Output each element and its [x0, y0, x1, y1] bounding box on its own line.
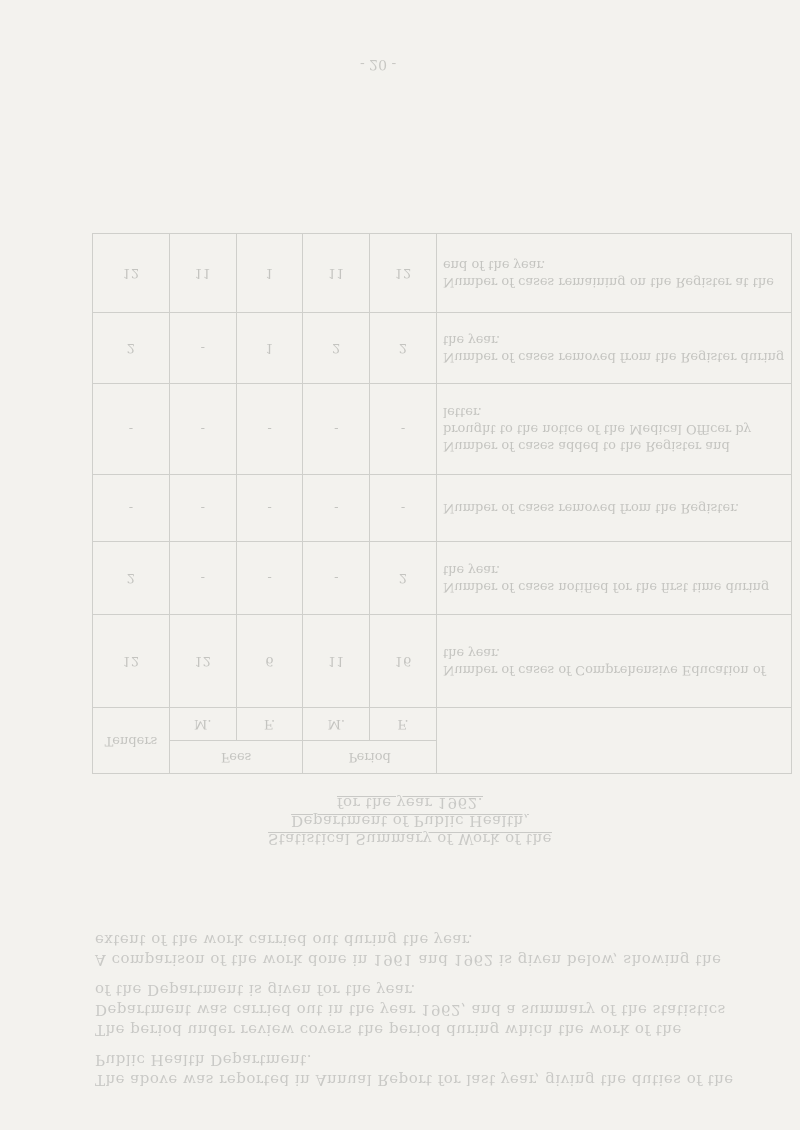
- row-description: Number of cases remaining on the Register at the end of the year.: [436, 234, 791, 313]
- cell: 2: [303, 313, 370, 384]
- cell: 2: [93, 313, 170, 384]
- cell: -: [93, 384, 170, 475]
- cell: -: [370, 475, 437, 542]
- table-row: [93, 234, 792, 313]
- subheader-2: F.: [236, 708, 303, 741]
- statistics-table: [92, 233, 792, 774]
- intro-paragraph-1: The above was reported in Annual Report for last year, giving the duties of the Public Health Department.: [95, 1051, 734, 1089]
- table-row: [93, 542, 792, 615]
- caption-line-3: for the year 1962.: [336, 794, 484, 812]
- caption-line-2: Department of Public Health,: [291, 812, 529, 830]
- header-period: Period: [303, 741, 437, 774]
- cell: 11: [303, 615, 370, 708]
- intro-paragraph-3: A comparison of the work done in 1961 and 1962 is given below, showing the extent of the work carried out during the year.: [95, 931, 722, 969]
- cell: 6: [236, 615, 303, 708]
- row-description: Number of cases removed from the Register during the year.: [436, 313, 791, 384]
- cell: -: [169, 384, 236, 475]
- caption-line-1: Statistical Summary of Work of the: [268, 830, 552, 848]
- row-description: Number of cases notified for the first time during the year.: [436, 542, 791, 615]
- page-number: - 20 -: [360, 56, 397, 72]
- cell: 1: [236, 234, 303, 313]
- table-row: [93, 384, 792, 475]
- cell: -: [169, 542, 236, 615]
- cell: 16: [370, 615, 437, 708]
- cell: 12: [370, 234, 437, 313]
- subheader-3: M.: [303, 708, 370, 741]
- cell: 12: [93, 234, 170, 313]
- cell: 12: [169, 615, 236, 708]
- cell: 11: [169, 234, 236, 313]
- cell: 2: [93, 542, 170, 615]
- cell: -: [236, 475, 303, 542]
- cell: 1: [236, 313, 303, 384]
- cell: 2: [370, 313, 437, 384]
- cell: 11: [303, 234, 370, 313]
- header-description: [436, 708, 791, 774]
- table-row: [93, 615, 792, 708]
- header-tenders: Tenders: [93, 708, 170, 774]
- header-fees: Fees: [169, 741, 303, 774]
- table-row: [93, 475, 792, 542]
- cell: -: [303, 542, 370, 615]
- subheader-4: F.: [370, 708, 437, 741]
- intro-text: [95, 920, 735, 1090]
- cell: -: [236, 542, 303, 615]
- table-caption: [170, 794, 650, 848]
- cell: -: [303, 475, 370, 542]
- table-header-row: [93, 741, 792, 774]
- subheader-1: M.: [169, 708, 236, 741]
- cell: 12: [93, 615, 170, 708]
- cell: -: [93, 475, 170, 542]
- row-description: Number of cases of Comprehensive Education of the year.: [436, 615, 791, 708]
- cell: -: [303, 384, 370, 475]
- cell: -: [169, 313, 236, 384]
- intro-paragraph-2: The period under review covers the period during which the work of the Department was carried out in the year 1962, and a summary of the statistics of the Department is given for the year.: [95, 981, 726, 1039]
- cell: -: [370, 384, 437, 475]
- cell: -: [236, 384, 303, 475]
- row-description: Number of cases added to the Register and brought to the notice of the Medical Officer by letter.: [436, 384, 791, 475]
- cell: -: [169, 475, 236, 542]
- row-description: Number of cases removed from the Register.: [436, 475, 791, 542]
- cell: 2: [370, 542, 437, 615]
- table-row: [93, 313, 792, 384]
